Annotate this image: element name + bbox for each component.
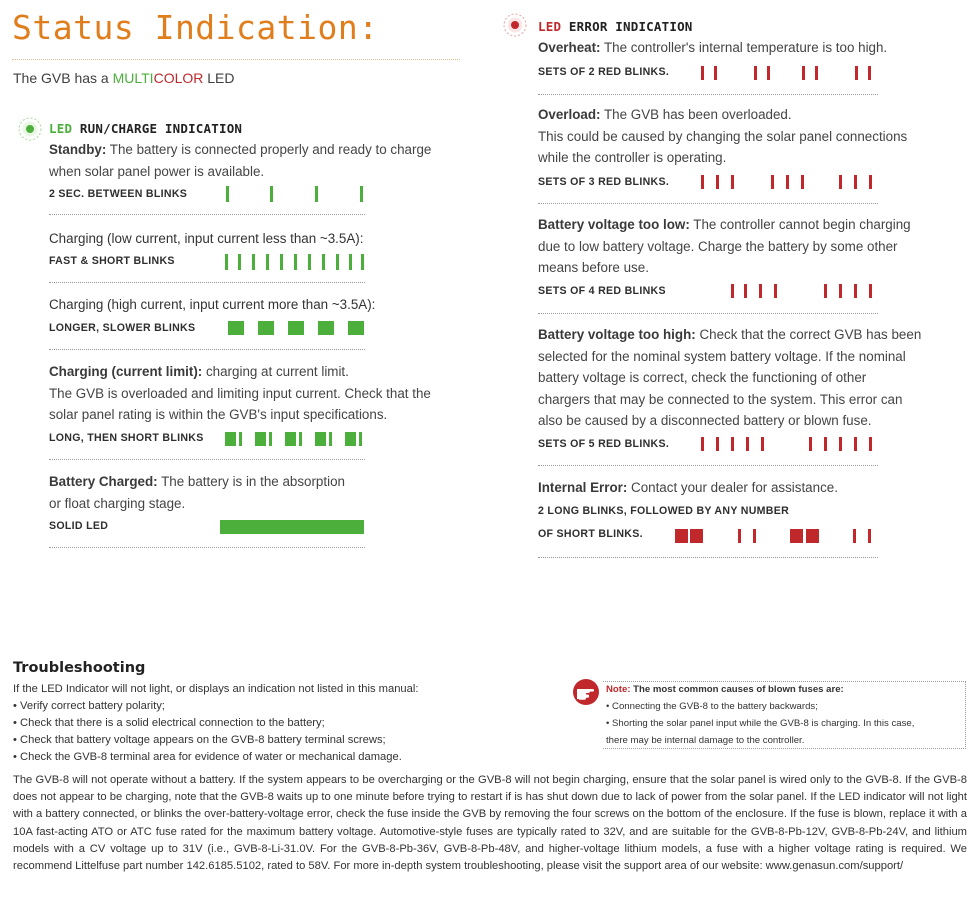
charging-high-caption: LONGER, SLOWER BLINKS: [49, 322, 196, 334]
blink-mark: [754, 66, 757, 80]
blink-mark: [345, 432, 356, 446]
blink-mark: [252, 254, 255, 270]
blink-mark: [853, 529, 856, 543]
blink-mark: [869, 284, 872, 298]
list-item: • Shorting the solar panel input while the GVB-8 is charging. In this case,: [606, 718, 915, 729]
page-title: Status Indication:: [12, 8, 379, 47]
troubleshooting-body: The GVB-8 will not operate without a battery. If the system appears to be overcharging or the GVB-8 will not begin charging, ensure that the solar panel is wired only to the GVB-8. If the GVB-8 does not appear to be charging, note that the GVB-8 waits up to one minute before trying to restart if is has shut down due to lack of power from the solar panel. If the LED indicator will not light with a battery connected, or blinks the over-battery-voltage error, check the fuse inside the GVB by removing the four screws on the bottom of the enclosure. If the fuse is blown, replace it with a 10A fast-acting ATO or ATC fuse rated for the maximum battery voltage. Automotive-style fuses are typically rated to 32V, and are suitable for the GVB-8-Pb-12V, GVB-8-Pb-24V, and lithium models with a CV voltage up to 31V (i.e., GVB-8-Li-31.0V. For the GVB-8-Pb-36V, GVB-8-Pb-48V, and higher-voltage lithium models, a fuse with a higher voltage rating is required. We recommend Littelfuse part number 142.6185.5102, rated to 58V. For more in-depth system troubleshooting, please visit the support area of our website: www.genasun.com/support/: [13, 774, 967, 873]
list-item: • Check that there is a solid electrical connection to the battery;: [13, 717, 325, 729]
blink-mark: [701, 175, 704, 189]
blink-mark: [854, 175, 857, 189]
blink-mark: [315, 432, 326, 446]
blink-mark: [767, 66, 770, 80]
blink-mark: [329, 432, 332, 446]
blink-mark: [744, 284, 747, 298]
high-voltage-description: Battery voltage too high: Check that the correct GVB has been selected for the nominal system battery voltage. If the nominal battery voltage is correct, check the functioning of other chargers that may be connected to the system. This error can also be caused by a disconnected battery or blown fuse.: [538, 327, 922, 428]
blink-mark: [824, 437, 827, 451]
divider: [49, 547, 365, 548]
blink-mark: [258, 321, 274, 335]
blink-mark: [854, 437, 857, 451]
blink-mark: [855, 66, 858, 80]
troubleshooting-title: Troubleshooting: [13, 660, 146, 676]
blink-mark: [839, 284, 842, 298]
blink-mark: [716, 437, 719, 451]
blink-mark: [270, 186, 273, 202]
low-voltage-caption: SETS OF 4 RED BLINKS: [538, 285, 666, 297]
blink-mark: [359, 432, 362, 446]
charging-low-caption: FAST & SHORT BLINKS: [49, 255, 175, 267]
list-item: there may be internal damage to the controller.: [606, 735, 805, 746]
blink-mark: [738, 529, 741, 543]
blink-mark: [714, 66, 717, 80]
overheat-description: Overheat: The controller's internal temperature is too high.: [538, 40, 888, 55]
blink-mark: [815, 66, 818, 80]
blink-mark: [786, 175, 789, 189]
blink-mark: [701, 66, 704, 80]
overload-caption: SETS OF 3 RED BLINKS.: [538, 176, 670, 188]
internal-error-caption-1: 2 LONG BLINKS, FOLLOWED BY ANY NUMBER: [538, 505, 790, 517]
run-charge-heading: LED RUN/CHARGE INDICATION: [49, 121, 243, 136]
overload-description: Overload: The GVB has been overloaded. This could be caused by changing the solar panel connections while the controller is operating.: [538, 107, 908, 165]
divider: [49, 349, 365, 350]
divider: [49, 214, 365, 215]
divider: [49, 459, 365, 460]
blink-mark: [322, 254, 325, 270]
blink-mark: [839, 437, 842, 451]
blink-mark: [675, 529, 688, 543]
blink-mark: [801, 175, 804, 189]
blink-mark: [285, 432, 296, 446]
blink-mark: [226, 186, 229, 202]
blink-mark: [225, 254, 228, 270]
blink-mark: [839, 175, 842, 189]
red-led-icon: [502, 12, 528, 38]
green-led-icon: [17, 116, 43, 142]
blink-mark: [308, 254, 311, 270]
divider: [538, 203, 878, 204]
blink-mark: [318, 321, 334, 335]
blink-mark: [731, 437, 734, 451]
blink-mark: [348, 321, 364, 335]
blink-mark: [690, 529, 703, 543]
overheat-caption: SETS OF 2 RED BLINKS.: [538, 66, 670, 78]
blink-mark: [869, 437, 872, 451]
list-item: • Connecting the GVB-8 to the battery backwards;: [606, 701, 818, 712]
blink-mark: [716, 175, 719, 189]
low-voltage-description: Battery voltage too low: The controller cannot begin charging due to low battery voltage. Charge the battery by some other means before use.: [538, 217, 911, 275]
troubleshooting-intro: If the LED Indicator will not light, or displays an indication not listed in this manual:: [13, 683, 419, 695]
error-heading: LED ERROR INDICATION: [538, 19, 693, 34]
current-limit-caption: LONG, THEN SHORT BLINKS: [49, 432, 204, 444]
divider: [538, 94, 878, 95]
troubleshooting-checklist: [13, 681, 593, 766]
blink-mark: [315, 186, 318, 202]
note-content: [606, 681, 966, 749]
blink-mark: [361, 254, 364, 270]
internal-error-caption-2: OF SHORT BLINKS.: [538, 528, 643, 540]
blink-mark: [746, 437, 749, 451]
blink-mark: [869, 175, 872, 189]
blink-mark: [239, 432, 242, 446]
blink-mark: [336, 254, 339, 270]
list-item: • Verify correct battery polarity;: [13, 700, 165, 712]
blink-mark: [360, 186, 363, 202]
standby-description: Standby: The battery is connected properly and ready to charge when solar panel power is available.: [49, 142, 432, 179]
blink-mark: [824, 284, 827, 298]
divider: [538, 465, 878, 466]
blink-mark: [868, 66, 871, 80]
blink-mark: [238, 254, 241, 270]
blink-mark: [349, 254, 352, 270]
divider: [538, 557, 878, 558]
blink-mark: [868, 529, 871, 543]
blink-mark: [854, 284, 857, 298]
internal-error-description: Internal Error: Contact your dealer for assistance.: [538, 480, 838, 495]
blink-mark: [761, 437, 764, 451]
charging-low-description: Charging (low current, input current less than ~3.5A):: [49, 231, 364, 246]
charged-caption: SOLID LED: [49, 520, 109, 532]
title-divider: [12, 59, 460, 60]
blink-mark: [802, 66, 805, 80]
current-limit-description: Charging (current limit): charging at current limit. The GVB is overloaded and limiting input current. Check that the solar panel rating is within the GVB's input specifications.: [49, 364, 431, 422]
charged-description: Battery Charged: The battery is in the absorption or float charging stage.: [49, 474, 345, 511]
list-item: • Check the GVB-8 terminal area for evidence of water or mechanical damage.: [13, 751, 402, 763]
blink-mark: [266, 254, 269, 270]
blink-mark: [753, 529, 756, 543]
blink-mark: [774, 284, 777, 298]
blink-mark: [759, 284, 762, 298]
blink-mark: [255, 432, 266, 446]
blink-mark: [294, 254, 297, 270]
blink-mark: [228, 321, 244, 335]
standby-caption: 2 SEC. BETWEEN BLINKS: [49, 188, 188, 200]
divider: [538, 313, 878, 314]
blink-mark: [288, 321, 304, 335]
blink-mark: [790, 529, 803, 543]
intro-text: The GVB has a MULTICOLOR LED: [13, 70, 235, 86]
blink-mark: [806, 529, 819, 543]
blink-mark: [269, 432, 272, 446]
blink-mark: [225, 432, 236, 446]
blink-mark: [809, 437, 812, 451]
hand-pointer-icon: [572, 678, 600, 706]
solid-led-bar: [220, 520, 364, 534]
divider: [49, 282, 365, 283]
high-voltage-caption: SETS OF 5 RED BLINKS.: [538, 438, 670, 450]
note-heading: Note: The most common causes of blown fuses are:: [606, 684, 844, 695]
blink-mark: [771, 175, 774, 189]
list-item: • Check that battery voltage appears on the GVB-8 battery terminal screws;: [13, 734, 386, 746]
blink-mark: [731, 284, 734, 298]
blink-mark: [731, 175, 734, 189]
blink-mark: [701, 437, 704, 451]
blink-mark: [299, 432, 302, 446]
blink-mark: [280, 254, 283, 270]
charging-high-description: Charging (high current, input current more than ~3.5A):: [49, 297, 376, 312]
